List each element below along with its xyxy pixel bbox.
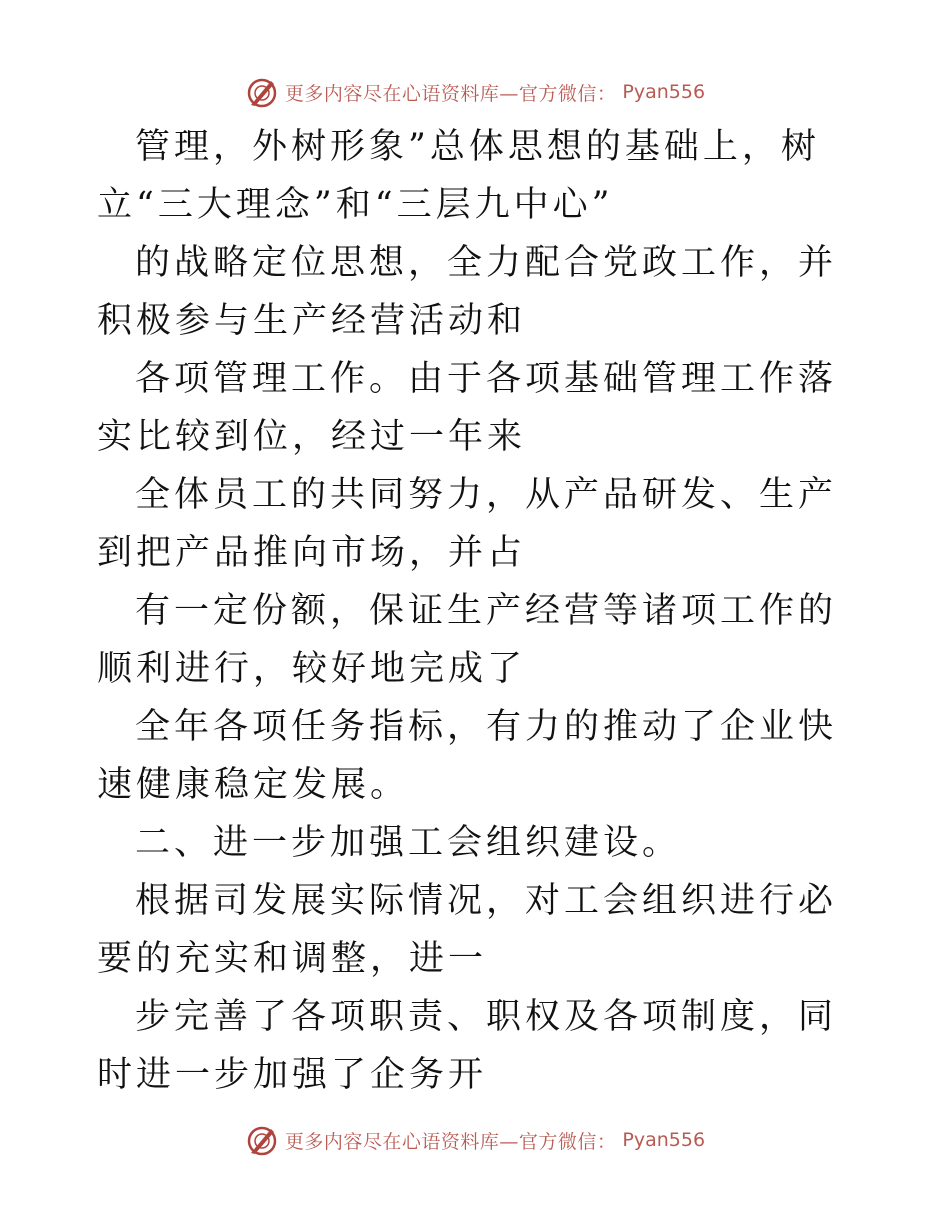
paragraph: 各项管理工作。由于各项基础管理工作落实比较到位，经过一年来 xyxy=(97,359,838,457)
document-body xyxy=(97,118,857,1104)
watermark-contact: Pyan556 xyxy=(622,81,706,103)
paragraph: 全年各项任务指标，有力的推动了企业快速健康稳定发展。 xyxy=(97,707,838,805)
quill-circle-icon xyxy=(245,1123,279,1157)
paragraph: 有一定份额，保证生产经营等诸项工作的顺利进行，较好地完成了 xyxy=(97,591,838,689)
footer-watermark xyxy=(0,1120,950,1160)
paragraph: 的战略定位思想，全力配合党政工作，并积极参与生产经营活动和 xyxy=(97,243,838,341)
paragraph: 全体员工的共同努力，从产品研发、生产到把产品推向市场，并占 xyxy=(97,475,838,573)
watermark-text: 更多内容尽在心语资料库—官方微信： xyxy=(284,1130,617,1153)
watermark-text: 更多内容尽在心语资料库—官方微信： xyxy=(284,82,617,105)
paragraph: 步完善了各项职责、职权及各项制度，同时进一步加强了企务开 xyxy=(97,997,838,1095)
watermark-contact: Pyan556 xyxy=(622,1129,706,1151)
section-heading: 二、进一步加强工会组织建设。 xyxy=(135,823,682,863)
paragraph: 根据司发展实际情况，对工会组织进行必要的充实和调整，进一 xyxy=(97,881,838,979)
paragraph: 管理，外树形象”总体思想的基础上，树立“三大理念”和“三层九中心” xyxy=(97,127,820,225)
header-watermark xyxy=(0,72,950,112)
quill-circle-icon xyxy=(245,75,279,109)
